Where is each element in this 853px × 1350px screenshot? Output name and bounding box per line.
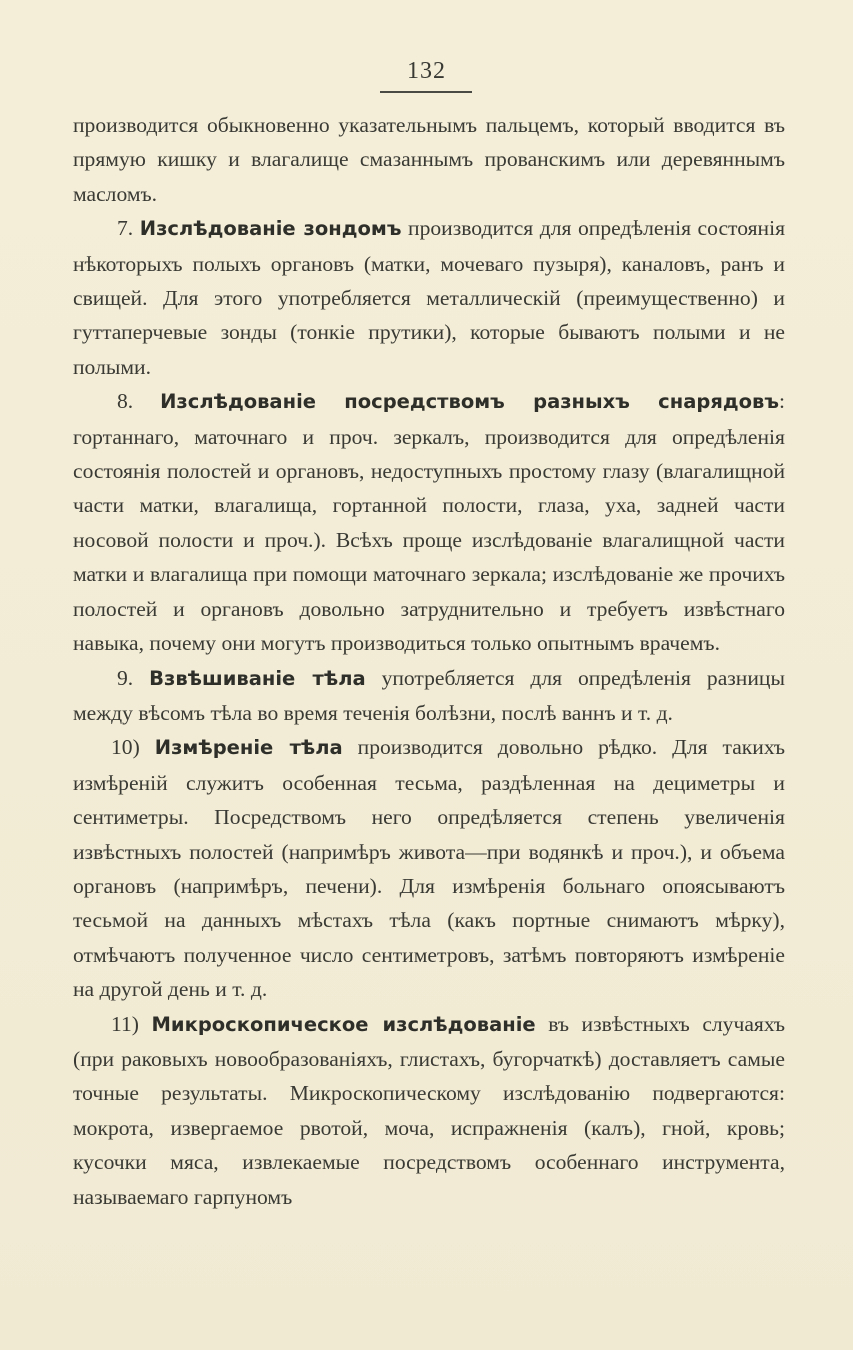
item-heading: Микроскопическое изслѣдованіе [151, 1012, 536, 1036]
paragraph-11 [73, 1007, 785, 1214]
item-heading: Взвѣшиваніе тѣла [149, 666, 366, 690]
item-heading: Изслѣдованіе зондомъ [139, 217, 402, 241]
item-number: 11) [111, 1011, 139, 1036]
item-number: 8. [117, 389, 134, 414]
item-number: 9. [117, 665, 134, 690]
paragraph-text: въ извѣстныхъ случаяхъ (при раковыхъ новообразованіяхъ, глистахъ, бугорчаткѣ) доставляетъ самые точные результаты. Микроскопическому изслѣдованію подвергаются: мокрота, извергаемое рвотой, моча, испражненія (калъ), гной, кровь; кусочки мяса, извлекаемые посредствомъ особеннаго инструмента, называемаго гарпуномъ [73, 1011, 785, 1209]
item-number: 7. [117, 216, 134, 241]
paragraph-10 [73, 730, 785, 1006]
paragraph-text: : гортаннаго, маточнаго и проч. зеркалъ, производится для опредѣленія состоянія полостей и органовъ, недоступныхъ простому глазу (влагалищной части матки, влагалища, гортанной полости, глаза, уха, задней части носовой полости и проч.). Всѣхъ проще изслѣдованіе влагалищной части матки и влагалища при помощи маточнаго зеркала; изслѣдованіе же прочихъ полостей и органовъ довольно затруднительно и требуетъ извѣстнаго навыка, почему они могутъ производиться только опытнымъ врачемъ. [73, 389, 785, 656]
paragraph-text: производится обыкновенно указательнымъ пальцемъ, который вводится въ прямую кишку и влагалище смазаннымъ прованскимъ или деревяннымъ масломъ. [73, 113, 785, 206]
item-heading: Изслѣдованіе посредствомъ разныхъ снарядовъ [160, 390, 779, 414]
body-text [73, 108, 785, 1214]
paragraph-9 [73, 661, 785, 731]
paragraph-8 [73, 384, 785, 660]
page-number: 132 [407, 58, 446, 84]
page-number-rule [380, 91, 472, 93]
paragraph-text: производится для опредѣленія состоянія нѣкоторыхъ полыхъ органовъ (матки, мочеваго пузыря), каналовъ, ранъ и свищей. Для этого употребляется металлическій (преимущественно) и гуттаперчевые зонды (тонкіе прутики), которые бываютъ полыми и не полыми. [73, 216, 786, 379]
paragraph-text: употребляется для опредѣленія разницы между вѣсомъ тѣла во время теченія болѣзни, послѣ ваннъ и т. д. [73, 665, 785, 725]
item-number: 10) [111, 735, 140, 760]
paragraph-7 [73, 211, 785, 384]
item-heading: Измѣреніе тѣла [154, 736, 343, 760]
paragraph-continuation [73, 108, 785, 211]
paragraph-text: производится довольно рѣдко. Для такихъ измѣреній служитъ особенная тесьма, раздѣленная на дециметры и сентиметры. Посредствомъ него опредѣляется степень увеличенія извѣстныхъ полостей (напримѣръ живота—при водянкѣ и проч.), и объема органовъ (напримѣръ, печени). Для измѣренія больнаго опоясываютъ тесьмой на данныхъ мѣстахъ тѣла (какъ портные снимаютъ мѣрку), отмѣчаютъ полученное число сентиметровъ, затѣмъ повторяютъ измѣреніе на другой день и т. д. [73, 735, 785, 1002]
